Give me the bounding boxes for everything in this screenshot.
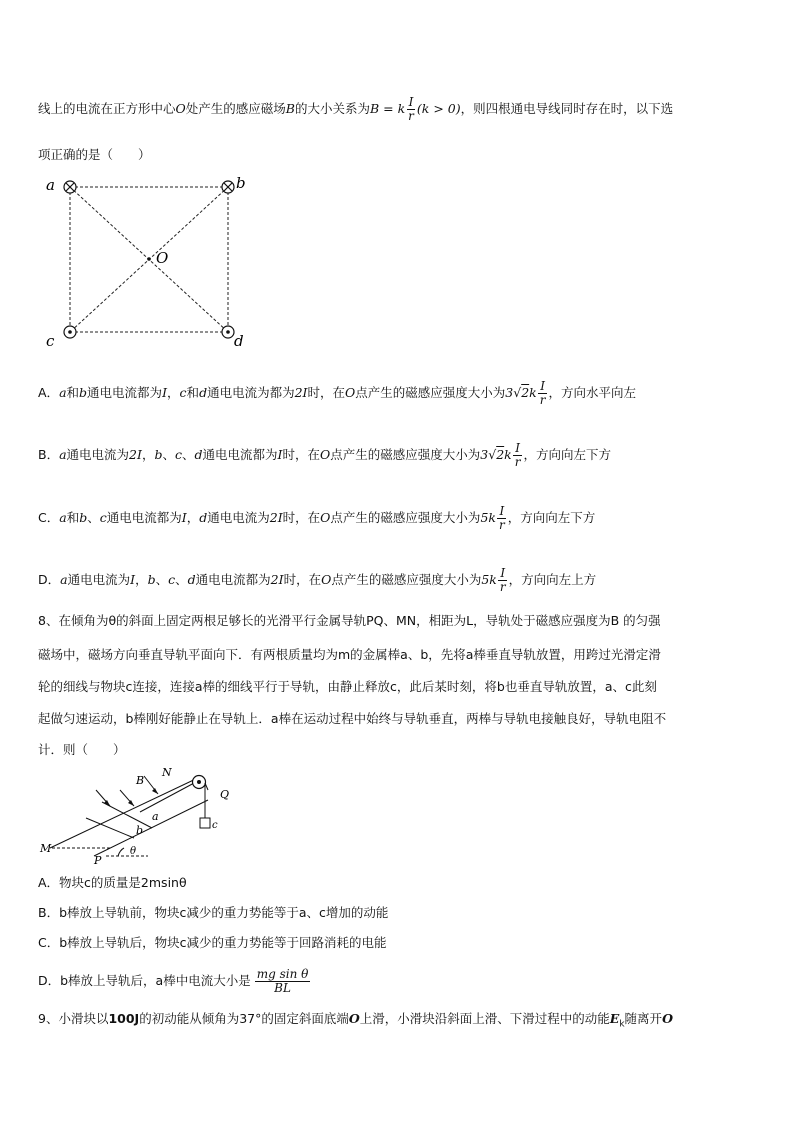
label-a: a: [46, 176, 55, 194]
intro-line-1: 线上的电流在正方形中心O处产生的感应磁场B的大小关系为B = k $\frac{I}{r}$ (k > 0)，则四根通电导线同时存在时，以下选: [38, 95, 674, 123]
q8-line-2: 磁场中，磁场方向垂直导轨平面向下．有两根质量均为m的金属棒a、b，先将a棒垂直导轨放置，用跨过光滑定滑: [38, 647, 661, 662]
pulley-icon: [193, 776, 206, 789]
label-rod-a: a: [152, 810, 159, 823]
q9-line-1: 9、小滑块以100J的初动能从倾角为37°的固定斜面底端O上滑，小滑块沿斜面上滑、下滑过程中的动能$E_k$随离开O: [38, 1011, 673, 1030]
option-7B: B．a通电电流为2I，b、c、d通电电流都为I时，在O点产生的磁感应强度大小为3√2k $\frac{I}{r}$ ，方向向左下方: [38, 441, 611, 469]
q8-line-3: 轮的细线与物块c连接，连接a棒的细线平行于导轨，由静止释放c，此后某时刻，将b也垂直导轨放置，a、c此刻: [38, 679, 657, 694]
label-c-block: c: [212, 820, 218, 831]
option-8A: A．物块c的质量是2msinθ: [38, 875, 187, 890]
q8-line-1: 8、在倾角为θ的斜面上固定两根足够长的光滑平行金属导轨PQ、MN，相距为L，导轨处于磁感应强度为B 的匀强: [38, 613, 661, 628]
label-N: N: [162, 766, 172, 779]
label-O: O: [156, 249, 169, 267]
label-theta: θ: [130, 846, 137, 857]
wire-a-into-page-icon: [64, 181, 76, 193]
q8-line-5: 计．则（ ）: [38, 742, 126, 757]
label-b: b: [236, 174, 246, 192]
label-P: P: [94, 854, 102, 867]
label-M: M: [40, 842, 52, 855]
center-point-icon: [147, 257, 151, 261]
label-Q: Q: [220, 788, 230, 801]
formula-fraction: $\frac{I}{r}$: [408, 95, 414, 123]
label-d: d: [234, 332, 244, 350]
square-wires-figure: [40, 172, 280, 352]
incline-rails-figure: [40, 768, 260, 868]
wire-c-out-of-page-icon: [64, 326, 76, 338]
block-c: [200, 818, 210, 828]
q8-line-4: 起做匀速运动，b棒刚好能静止在导轨上．a棒在运动过程中始终与导轨垂直，两棒与导轨电接触良好，导轨电阻不: [38, 711, 667, 726]
wire-d-out-of-page-icon: [222, 326, 234, 338]
wire-b-into-page-icon: [222, 181, 234, 193]
option-7C: C．a和b、c通电电流都为I，d通电电流为2I时，在O点产生的磁感应强度大小为5k $\frac{I}{r}$ ，方向向左下方: [38, 504, 596, 532]
option-7D: D．a通电电流为I，b、c、d通电电流都为2I时，在O点产生的磁感应强度大小为5k $\frac{I}{r}$ ，方向向左上方: [38, 566, 597, 594]
option-8C: C．b棒放上导轨后，物块c减少的重力势能等于回路消耗的电能: [38, 935, 387, 950]
option-8B: B．b棒放上导轨前，物块c减少的重力势能等于a、c增加的动能: [38, 905, 389, 920]
label-c: c: [46, 332, 55, 350]
option-7A: A．a和b通电电流都为I，c和d通电电流为都为2I时，在O点产生的磁感应强度大小为3√2k $\frac{I}{r}$ ，方向水平向左: [38, 379, 636, 407]
label-B: B: [136, 774, 145, 787]
option-8D: D．b棒放上导轨后，a棒中电流大小是 $\frac{\text{mg sin θ}}{BL}$: [38, 967, 309, 995]
intro-line-2: 项正确的是（ ）: [38, 147, 151, 162]
label-rod-b: b: [136, 824, 144, 837]
